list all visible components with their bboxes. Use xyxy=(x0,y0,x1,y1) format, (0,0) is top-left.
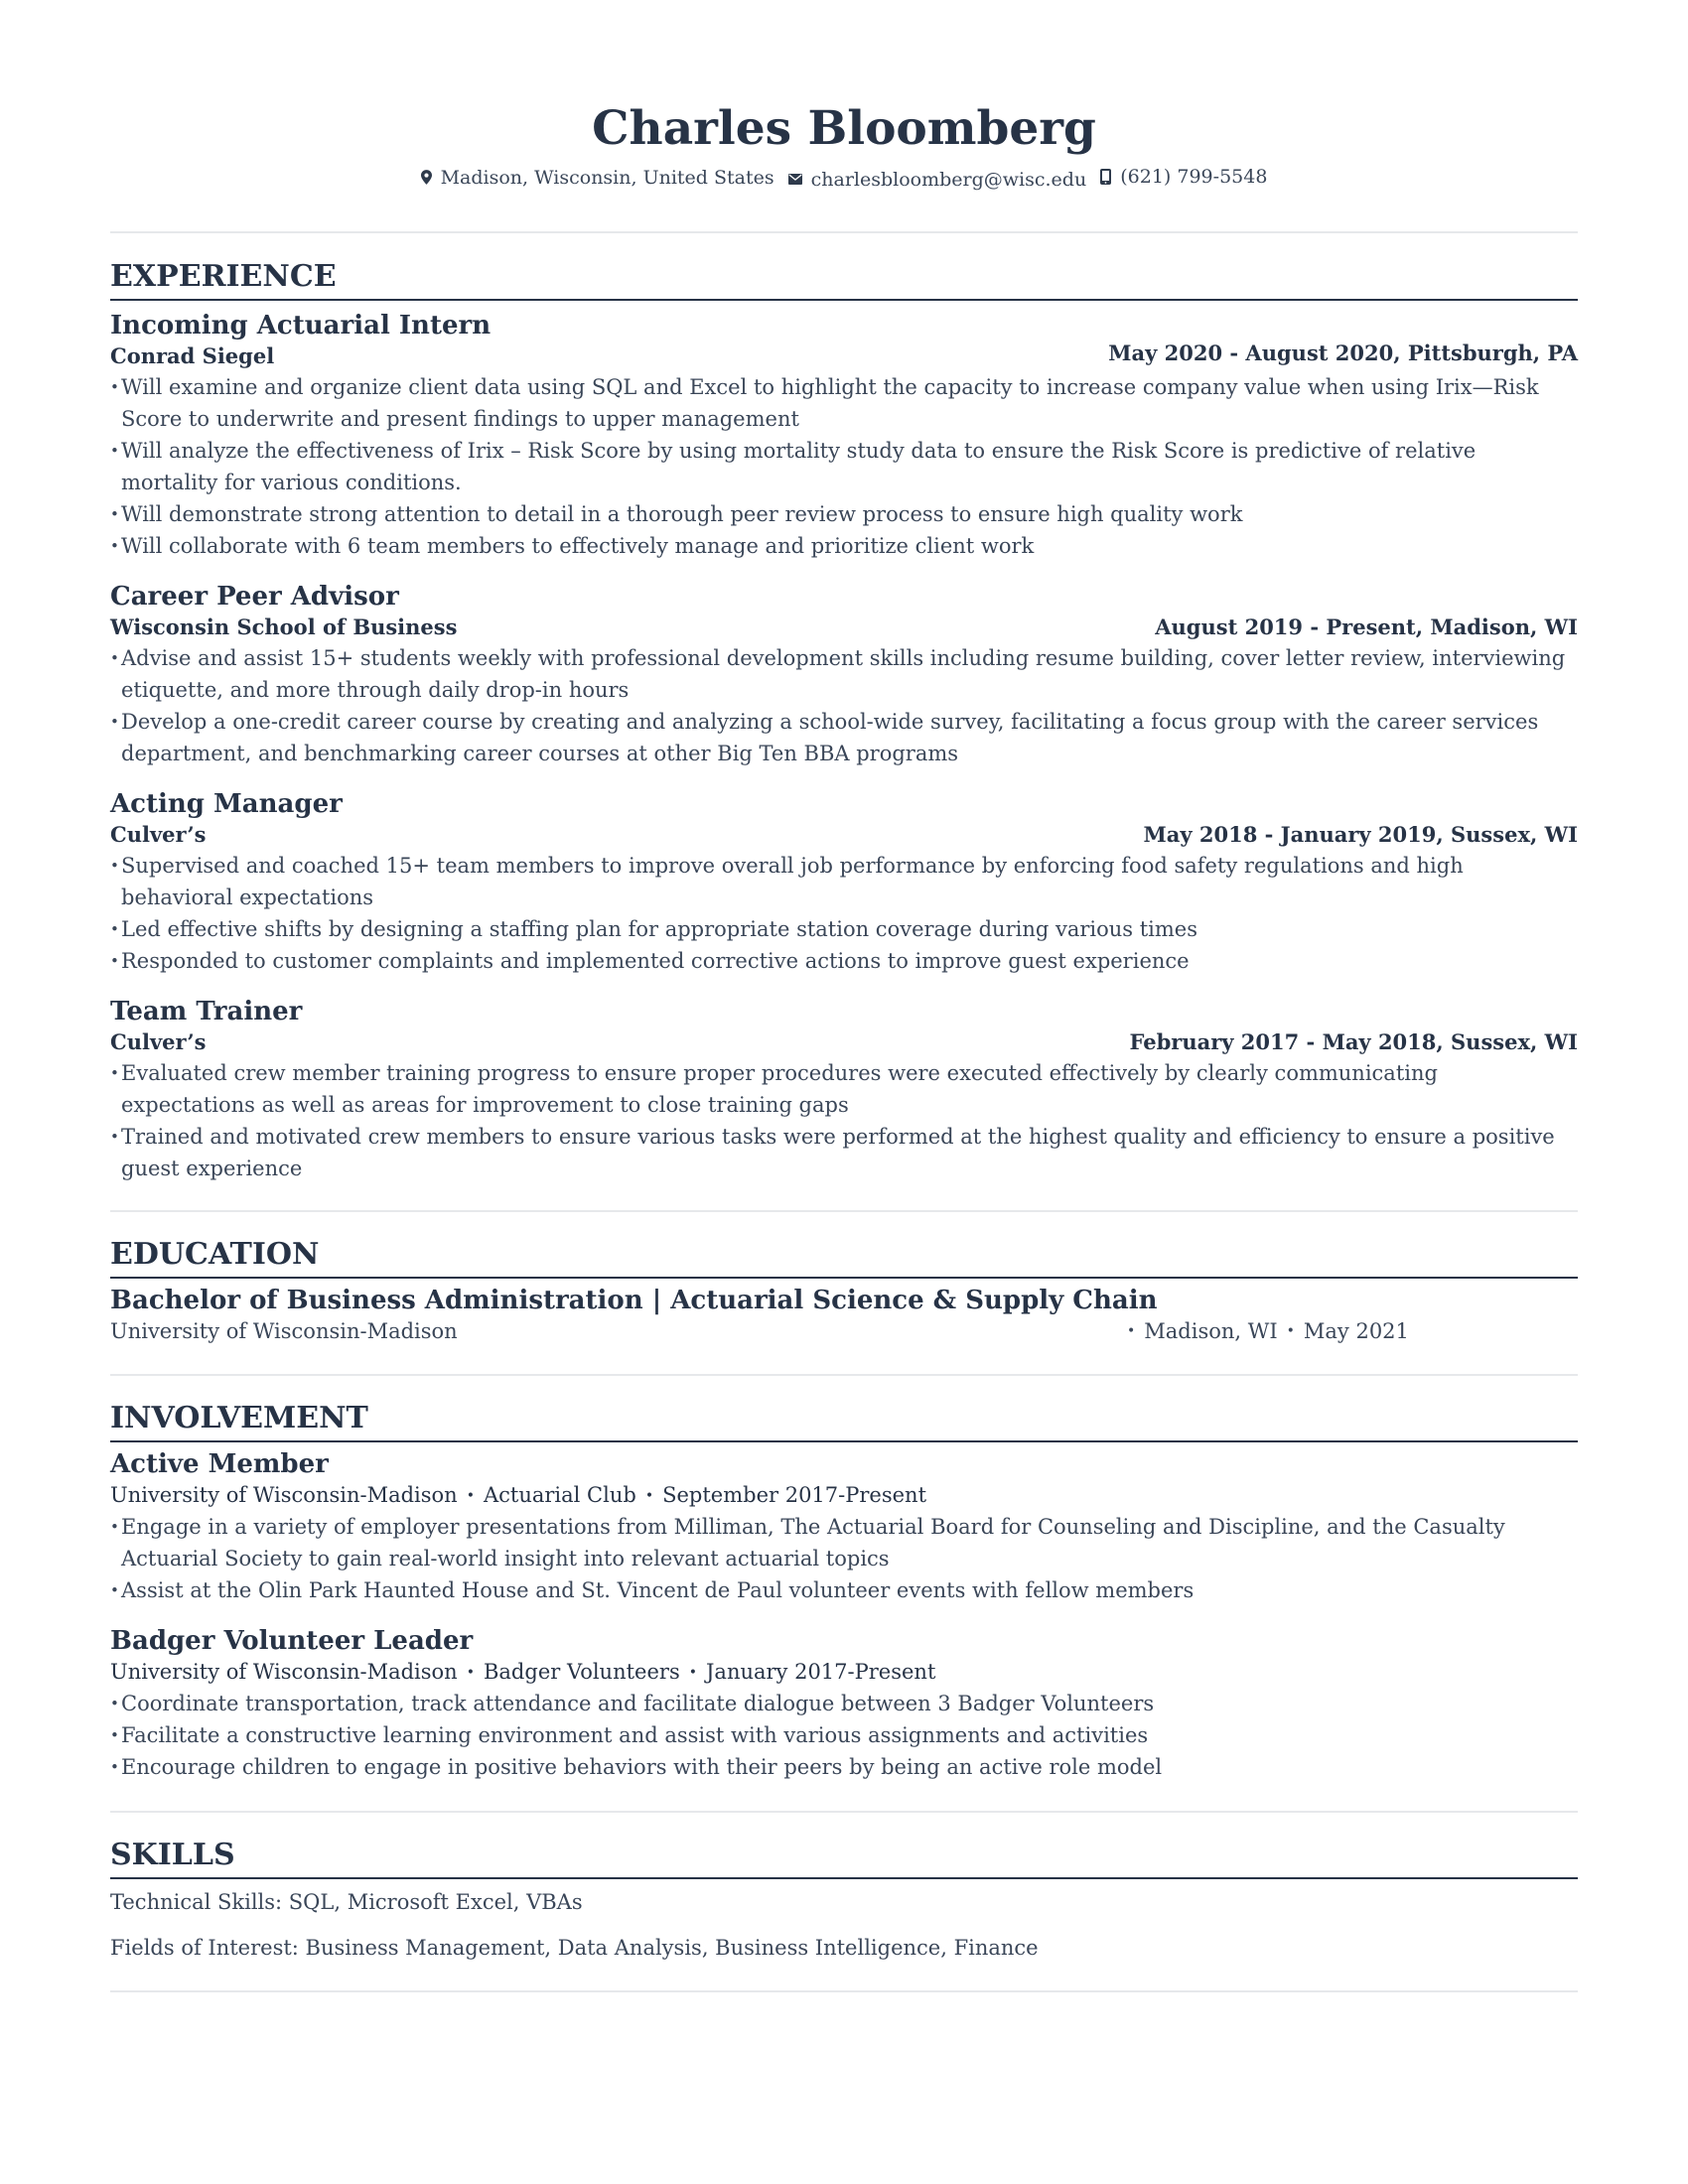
job-org: Conrad Siegel xyxy=(110,342,275,368)
job-entry xyxy=(110,788,1578,977)
section-title-education: EDUCATION xyxy=(110,1237,1578,1279)
role-meta xyxy=(110,1657,1578,1688)
role-dates: September 2017-Present xyxy=(662,1482,927,1507)
list-item: • Facilitate a constructive learning environment and assist with various assignments and activities xyxy=(110,1719,1578,1751)
job-title: Team Trainer xyxy=(110,996,303,1026)
list-item: • Will demonstrate strong attention to detail in a thorough peer review process to ensure high quality work xyxy=(110,498,1578,530)
contact-email[interactable] xyxy=(788,166,1087,194)
job-bullets xyxy=(110,1057,1578,1184)
list-item: • Trained and motivated crew members to ensure various tasks were performed at the highest quality and efficiency to ensure a positive guest experience xyxy=(110,1121,1578,1184)
job-dates: May 2020 - August 2020, Pittsburgh, PA xyxy=(1108,340,1578,365)
job-dates: February 2017 - May 2018, Sussex, WI xyxy=(1129,1028,1578,1054)
job-dates: May 2018 - January 2019, Sussex, WI xyxy=(1143,821,1578,847)
job-bullets xyxy=(110,850,1578,977)
divider xyxy=(110,1990,1578,1992)
separator-dot: • xyxy=(688,1664,697,1681)
role-org: University of Wisconsin-Madison xyxy=(110,1659,458,1684)
list-item: • Led effective shifts by designing a staffing plan for appropriate station coverage during various times xyxy=(110,913,1578,945)
phone-icon xyxy=(1100,169,1111,185)
section-title-experience: EXPERIENCE xyxy=(110,259,1578,301)
email-text[interactable]: charlesbloomberg@wisc.edu xyxy=(810,168,1087,191)
skills-section xyxy=(110,1838,1578,1963)
separator-dot: • xyxy=(1127,1322,1136,1339)
role-group: Badger Volunteers xyxy=(483,1659,680,1684)
divider xyxy=(110,1210,1578,1212)
role-meta xyxy=(110,1480,1578,1511)
role-group: Actuarial Club xyxy=(483,1482,636,1507)
job-org-row xyxy=(110,341,1578,371)
candidate-name: Charles Bloomberg xyxy=(592,101,1096,156)
envelope-icon xyxy=(788,174,802,185)
divider xyxy=(110,1811,1578,1813)
job-org: Wisconsin School of Business xyxy=(110,614,458,639)
separator-dot: • xyxy=(466,1487,475,1504)
section-title-involvement: INVOLVEMENT xyxy=(110,1401,1578,1442)
job-dates: August 2019 - Present, Madison, WI xyxy=(1155,614,1578,639)
job-org: Culver’s xyxy=(110,1028,207,1054)
education-location: Madison, WI xyxy=(1144,1318,1278,1343)
list-item: • Evaluated crew member training progress to ensure proper procedures were executed effectively by clearly communicating expectations as well as areas for improvement to close training gaps xyxy=(110,1057,1578,1121)
education-section xyxy=(110,1237,1578,1346)
education-row xyxy=(110,1316,1578,1346)
separator-dot: • xyxy=(644,1487,654,1504)
job-title: Acting Manager xyxy=(110,788,343,819)
role-org: University of Wisconsin-Madison xyxy=(110,1482,458,1507)
degree-title: Bachelor of Business Administration | Actuarial Science & Supply Chain xyxy=(110,1285,1158,1315)
job-title: Career Peer Advisor xyxy=(110,581,399,612)
list-item: • Will analyze the effectiveness of Irix – Risk Score by using mortality study data to ensure the Risk Score is predictive of relative mortality for various conditions. xyxy=(110,435,1578,498)
role-dates: January 2017-Present xyxy=(706,1659,936,1684)
job-entry xyxy=(110,996,1578,1184)
job-entry xyxy=(110,310,1578,562)
list-item: • Will collaborate with 6 team members to effectively manage and prioritize client work xyxy=(110,530,1578,562)
contact-location xyxy=(421,164,774,192)
divider xyxy=(110,231,1578,233)
separator-dot: • xyxy=(466,1664,475,1681)
list-item: • Supervised and coached 15+ team members to improve overall job performance by enforcing food safety regulations and high behavioral expectations xyxy=(110,850,1578,913)
role-bullets xyxy=(110,1511,1578,1606)
role-title: Badger Volunteer Leader xyxy=(110,1625,474,1656)
divider xyxy=(110,1374,1578,1376)
job-org-row xyxy=(110,820,1578,850)
list-item: • Encourage children to engage in positive behaviors with their peers by being an active role model xyxy=(110,1751,1578,1783)
education-date: May 2021 xyxy=(1303,1318,1409,1343)
job-bullets xyxy=(110,642,1578,769)
job-title: Incoming Actuarial Intern xyxy=(110,310,492,341)
list-item: • Will examine and organize client data using SQL and Excel to highlight the capacity to increase company value when using Irix—Risk Score to underwrite and present findings to upper management xyxy=(110,371,1578,435)
involvement-entry xyxy=(110,1625,1578,1783)
job-bullets xyxy=(110,371,1578,562)
separator-dot: • xyxy=(1286,1322,1295,1339)
involvement-entry xyxy=(110,1448,1578,1606)
job-org-row xyxy=(110,1027,1578,1057)
contact-line xyxy=(110,163,1578,194)
phone-text[interactable]: (621) 799-5548 xyxy=(1120,166,1268,188)
list-item: • Coordinate transportation, track attendance and facilitate dialogue between 3 Badger Volunteers xyxy=(110,1688,1578,1719)
school-name: University of Wisconsin-Madison xyxy=(110,1318,458,1343)
job-entry xyxy=(110,581,1578,769)
list-item: • Advise and assist 15+ students weekly with professional development skills including resume building, cover letter review, interviewing etiquette, and more through daily drop-in hours xyxy=(110,642,1578,706)
contact-phone[interactable] xyxy=(1100,163,1267,191)
fields-of-interest: Fields of Interest: Business Management, Data Analysis, Business Intelligence, Finance xyxy=(110,1935,1039,1960)
section-title-skills: SKILLS xyxy=(110,1838,1578,1879)
list-item: • Assist at the Olin Park Haunted House and St. Vincent de Paul volunteer events with fellow members xyxy=(110,1574,1578,1606)
list-item: • Develop a one-credit career course by creating and analyzing a school-wide survey, facilitating a focus group with the career services department, and benchmarking career courses at other Big Ten BBA programs xyxy=(110,706,1578,769)
list-item: • Engage in a variety of employer presentations from Milliman, The Actuarial Board for Counseling and Discipline, and the Casualty Actuarial Society to gain real-world insight into relevant actuarial topics xyxy=(110,1511,1578,1574)
technical-skills: Technical Skills: SQL, Microsoft Excel, VBAs xyxy=(110,1889,583,1914)
location-pin-icon xyxy=(421,170,432,185)
experience-section xyxy=(110,259,1578,1184)
list-item: • Responded to customer complaints and implemented corrective actions to improve guest experience xyxy=(110,945,1578,977)
role-bullets xyxy=(110,1688,1578,1783)
location-text: Madison, Wisconsin, United States xyxy=(440,166,774,189)
involvement-section xyxy=(110,1401,1578,1783)
role-title: Active Member xyxy=(110,1448,329,1479)
job-org-row xyxy=(110,613,1578,642)
job-org: Culver’s xyxy=(110,821,207,847)
